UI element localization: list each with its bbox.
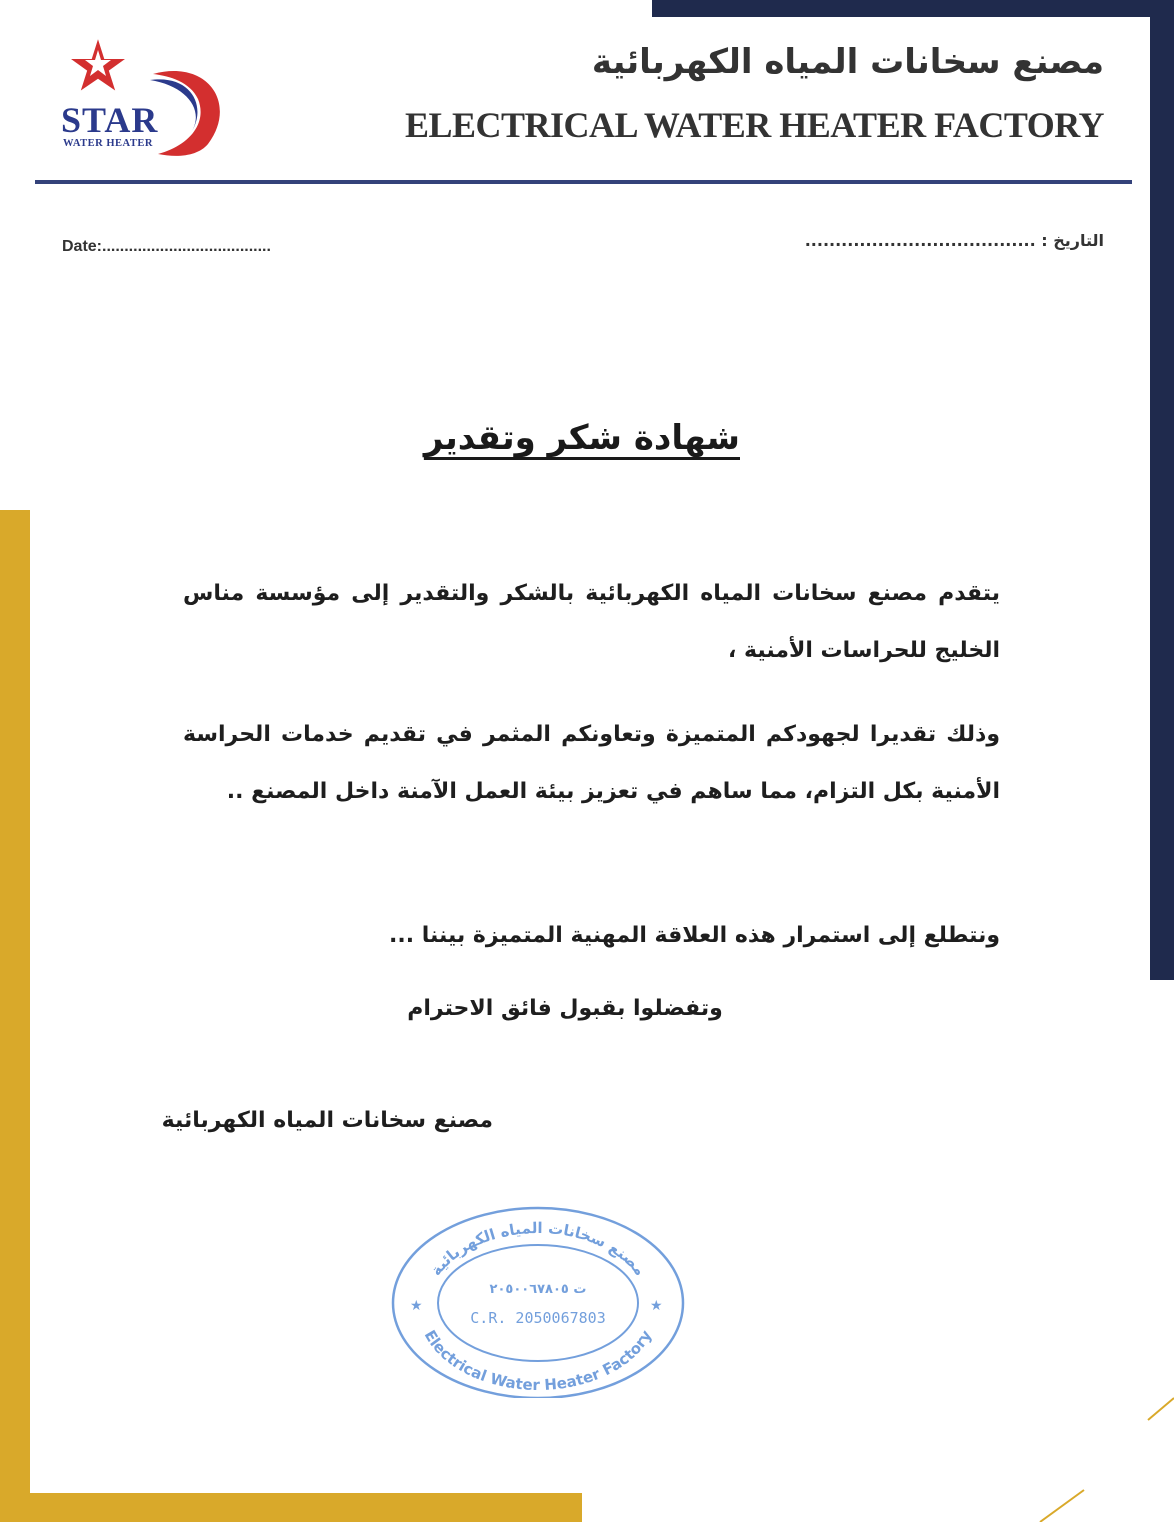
- date-field-english: Date:......................................: [62, 238, 271, 255]
- stamp-star-icon-left: ★: [410, 1298, 423, 1314]
- header-divider: [35, 180, 1132, 184]
- body-paragraph-1: يتقدم مصنع سخانات المياه الكهربائية بالشكر والتقدير إلى مؤسسة مناس الخليج للحراسات الأمنية ،: [183, 581, 1000, 663]
- company-name-english: ELECTRICAL WATER HEATER FACTORY: [404, 105, 1104, 145]
- stamp-english-name: Electrical Water Heater Factory: [420, 1327, 656, 1395]
- company-stamp: [388, 1198, 688, 1398]
- company-logo: [58, 34, 233, 162]
- body-paragraph-3: ونتطلع إلى استمرار هذه العلاقة المهنية المتميزة بيننا ...: [389, 923, 1000, 948]
- logo-subtext: WATER HEATER: [63, 138, 153, 149]
- body-paragraph-2: وذلك تقديرا لجهودكم المتميزة وتعاونكم المثمر في تقديم خدمات الحراسة الأمنية بكل التزام، مما ساهم في تعزيز بيئة العمل الآمنة داخل المصنع ..: [183, 722, 1000, 804]
- stamp-star-icon-right: ★: [650, 1298, 663, 1314]
- stamp-arabic-name: مصنع سخانات المياه الكهربائية: [426, 1219, 650, 1280]
- company-name-arabic: مصنع سخانات المياه الكهربائية: [591, 42, 1104, 82]
- stamp-cr-number: C.R. 2050067803: [470, 1309, 606, 1327]
- closing-line: وتفضلوا بقبول فائق الاحترام: [407, 996, 723, 1021]
- signature-line: مصنع سخانات المياه الكهربائية: [161, 1108, 493, 1133]
- date-field-arabic: التاريخ : ......................................: [804, 231, 1104, 250]
- certificate-title: شهادة شكر وتقدير: [423, 418, 740, 458]
- stamp-phone: ت ٢٠٥٠٠٦٧٨٠٥: [489, 1282, 587, 1297]
- logo-text: STAR: [61, 100, 159, 140]
